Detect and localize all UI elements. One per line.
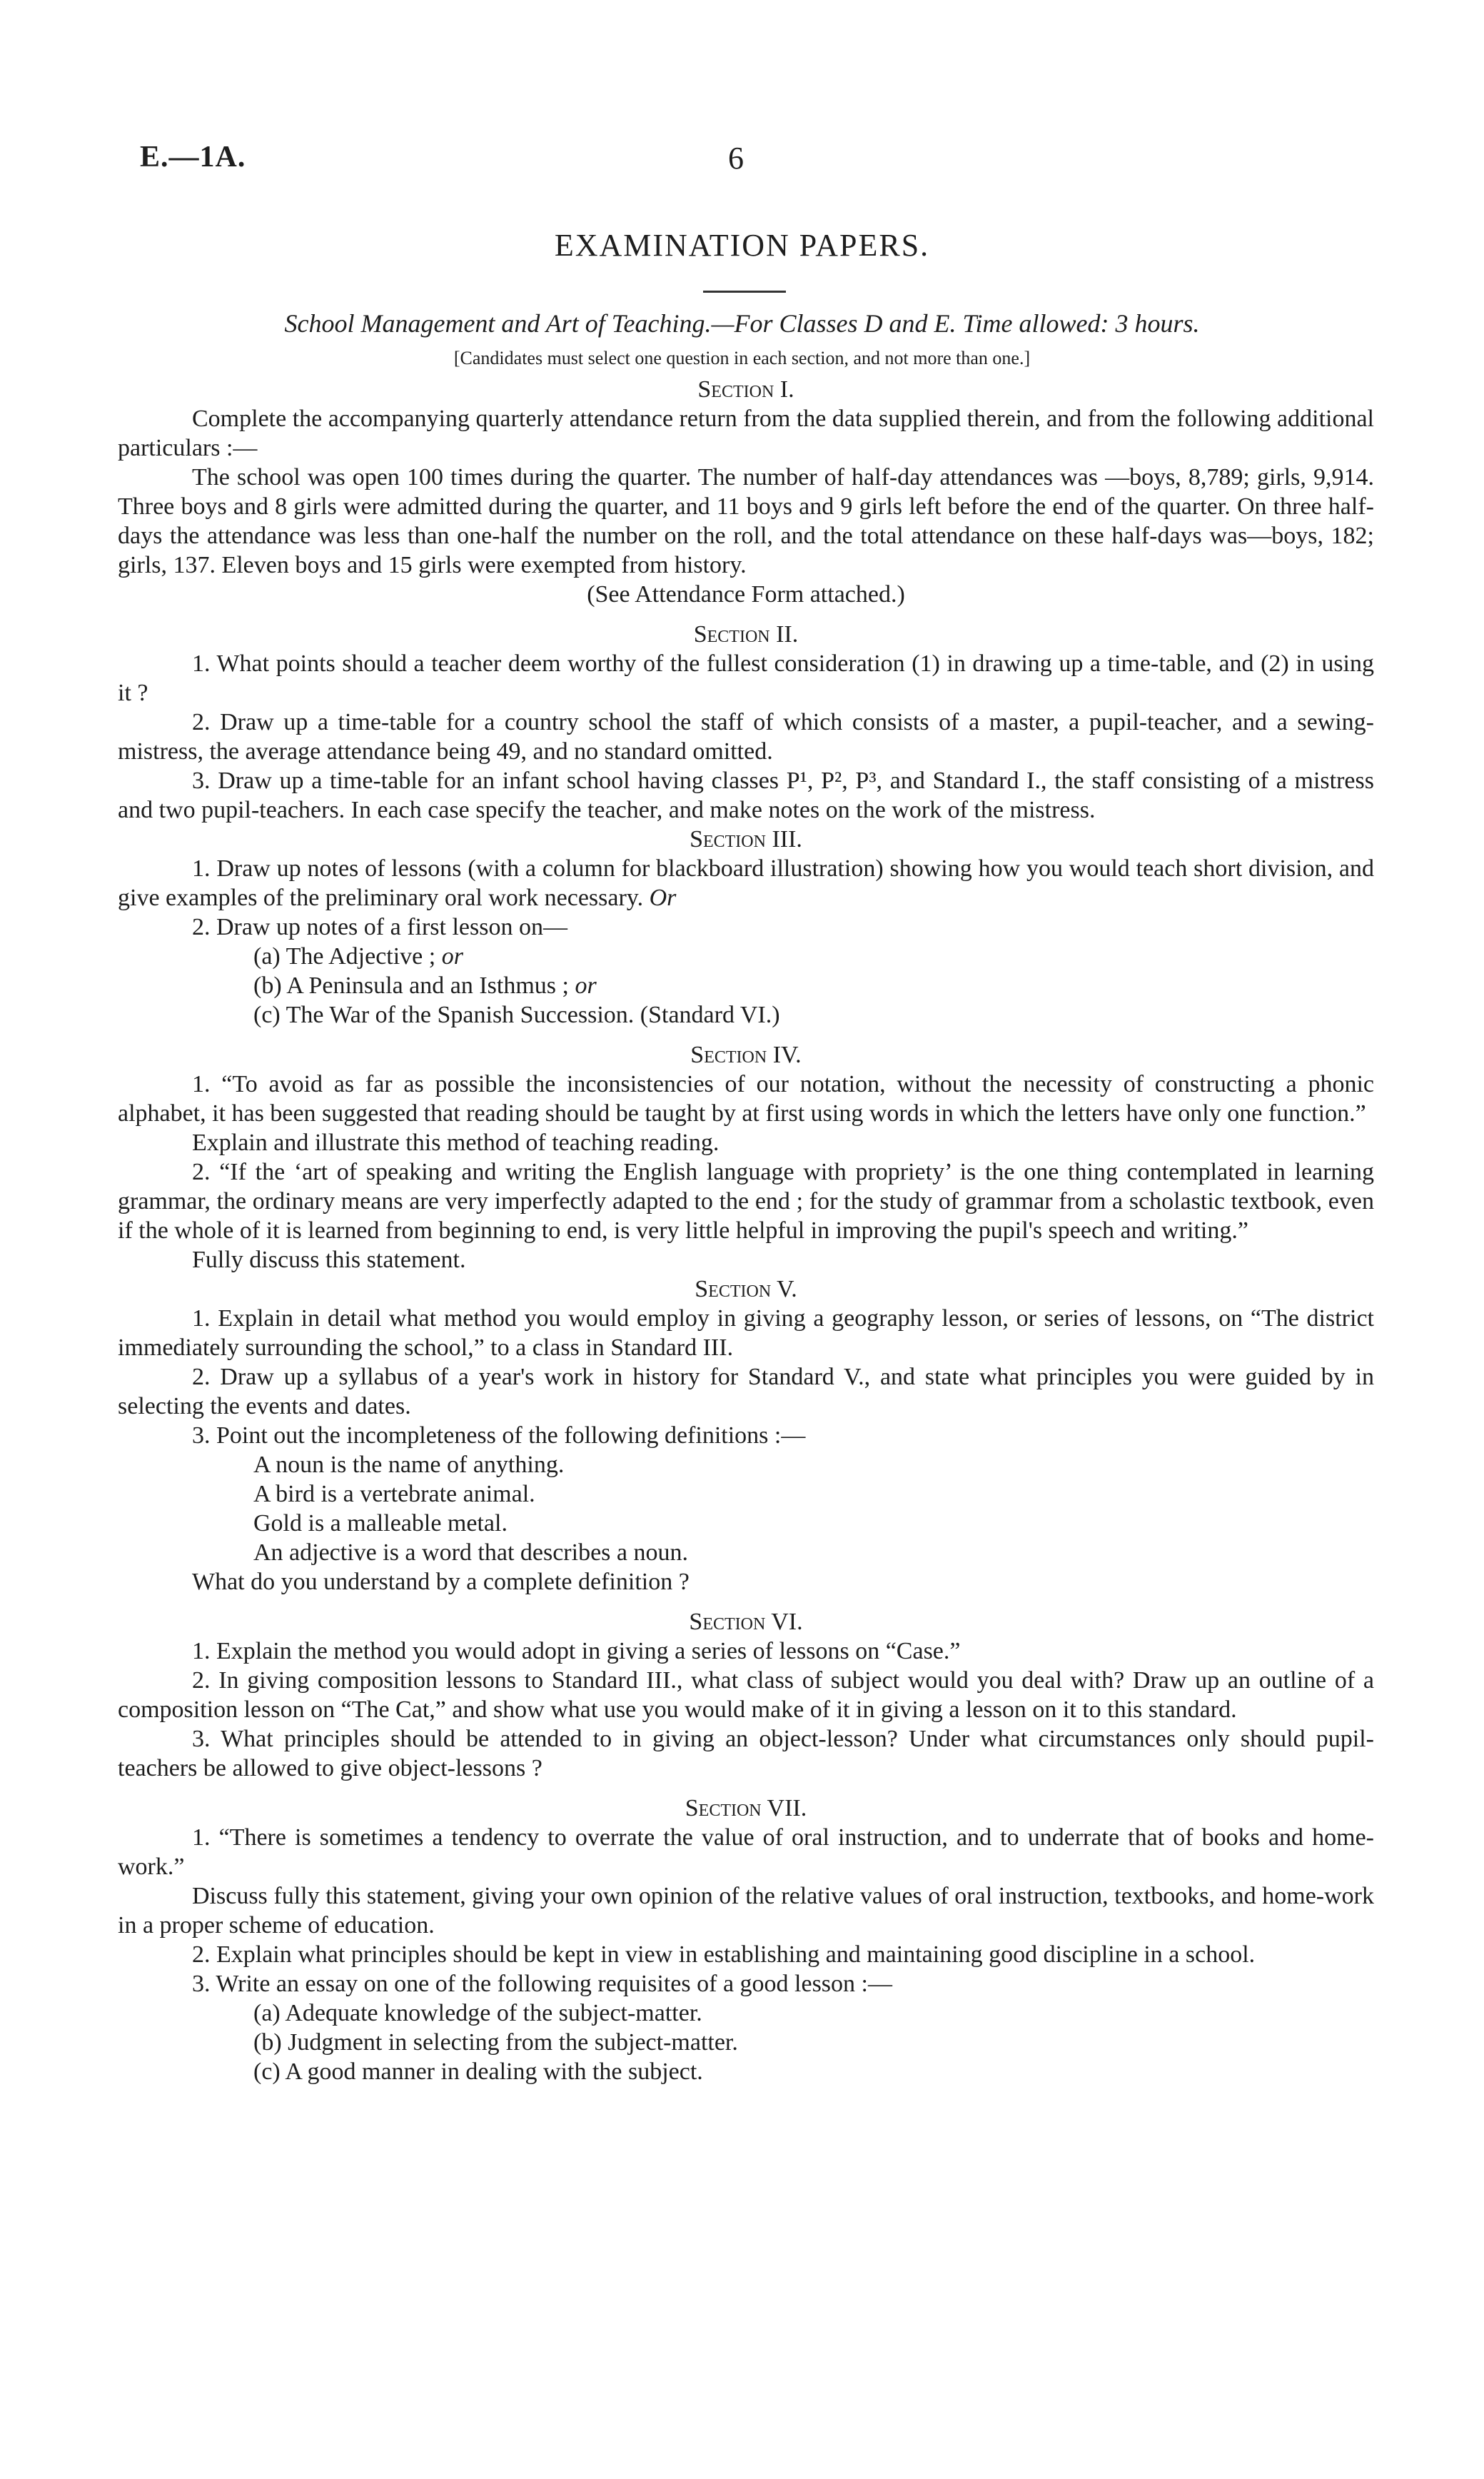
or-label: Or (649, 885, 677, 911)
candidate-instruction: [Candidates must select one question in each section, and not more than one.] (453, 348, 1031, 368)
list-item: (c) A good manner in dealing with the subject. (253, 2058, 703, 2085)
document-reference: E.—1A. (140, 141, 246, 174)
list-item: (c) The War of the Spanish Succession. (Standard VI.) (253, 1002, 780, 1028)
paper-subtitle: School Management and Art of Teaching.—For Classes D and E. Time allowed: 3 hours. (284, 309, 1200, 338)
section-heading: Section V. (695, 1276, 797, 1302)
question: 2. In giving composition lessons to Standard III., what class of subject would you deal with? Draw up an outline of a composition lesson on “The Cat,” and show what use you would make of it in giving a lesson on it to this standard. (118, 1667, 1374, 1723)
paragraph: (See Attendance Form attached.) (587, 581, 905, 608)
definition: Gold is a malleable metal. (253, 1510, 508, 1537)
question (118, 854, 1374, 912)
definition: A bird is a vertebrate animal. (253, 1481, 535, 1507)
list-item (118, 971, 1374, 1000)
page-number: 6 (728, 141, 744, 176)
paragraph: The school was open 100 times during the quarter. The number of half-day attendances was —boys, 8,789; girls, 9,914. Three boys and 8 girls were admitted during the quarter, and 11 boys and 9 girls left before the end of the quarter. On three half-days the attendance was less than one-half the number on the roll, and the total attendance on these half-days was—boys, 182; girls, 137. Eleven boys and 15 girls were exempted from history. (118, 464, 1374, 578)
paper-body (118, 375, 1374, 2086)
list-item (118, 942, 1374, 971)
title-rule (703, 291, 786, 293)
question-text: 1. Draw up notes of lessons (with a column for blackboard illustration) showing how you would teach short division, and give examples of the preliminary oral work necessary. (118, 855, 1374, 911)
section-heading: Section VI. (689, 1609, 803, 1635)
section-heading: Section IV. (690, 1042, 802, 1068)
question: 1. “There is sometimes a tendency to overrate the value of oral instruction, and to underrate that of books and home-work.” (118, 1824, 1374, 1880)
question: 3. Draw up a time-table for an infant school having classes P¹, P², P³, and Standard I., the staff consisting of a mistress and two pupil-teachers. In each case specify the teacher, and make notes on the work of the mistress. (118, 768, 1374, 823)
question-followup: Explain and illustrate this method of teaching reading. (192, 1130, 720, 1156)
section-heading: Section II. (693, 621, 799, 648)
section-heading: Section III. (690, 826, 802, 853)
list-item-text: (a) The Adjective ; (253, 943, 436, 970)
question-followup: Discuss fully this statement, giving your own opinion of the relative values of oral instruction, textbooks, and home-work in a proper scheme of education. (118, 1883, 1374, 1939)
question: 3. Point out the incompleteness of the following definitions :— (192, 1422, 806, 1449)
question: 2. “If the ‘art of speaking and writing the English language with propriety’ is the one thing contemplated in learning grammar, the ordinary means are very imperfectly adapted to the end ; for the study of grammar from a scholastic textbook, even if the whole of it is learned from beginning to end, is very little helpful in improving the pupil's speech and writing.” (118, 1159, 1374, 1244)
list-item: (b) Judgment in selecting from the subject-matter. (253, 2029, 738, 2056)
question: 1. “To avoid as far as possible the inconsistencies of our notation, without the necessity of constructing a phonic alphabet, it has been suggested that reading should be taught by at first using words in which the letters have only one function.” (118, 1071, 1374, 1127)
or-label: or (575, 972, 597, 999)
section-heading: Section VII. (685, 1795, 807, 1821)
question: 3. What principles should be attended to in giving an object-lesson? Under what circumstances only should pupil-teachers be allowed to give object-lessons ? (118, 1726, 1374, 1781)
question-followup: Fully discuss this statement. (192, 1247, 466, 1273)
question: 1. Explain the method you would adopt in giving a series of lessons on “Case.” (192, 1638, 961, 1664)
question-followup: What do you understand by a complete definition ? (192, 1569, 690, 1595)
definition: An adjective is a word that describes a noun. (253, 1539, 688, 1566)
question: 2. Draw up notes of a first lesson on— (192, 914, 567, 940)
or-label: or (441, 943, 463, 970)
page-title: EXAMINATION PAPERS. (554, 228, 930, 263)
question: 2. Explain what principles should be kept in view in establishing and maintaining good discipline in a school. (192, 1941, 1256, 1968)
list-item-text: (b) A Peninsula and an Isthmus ; (253, 972, 569, 999)
question: 2. Draw up a time-table for a country school the staff of which consists of a master, a pupil-teacher, and a sewing-mistress, the average attendance being 49, and no standard omitted. (118, 709, 1374, 765)
question: 1. Explain in detail what method you would employ in giving a geography lesson, or series of lessons, on “The district immediately surrounding the school,” to a class in Standard III. (118, 1305, 1374, 1361)
section-heading: Section I. (697, 376, 794, 403)
question: 3. Write an essay on one of the following requisites of a good lesson :— (192, 1971, 892, 1997)
question: 1. What points should a teacher deem worthy of the fullest consideration (1) in drawing up a time-table, and (2) in using it ? (118, 650, 1374, 706)
list-item: (a) Adequate knowledge of the subject-matter. (253, 2000, 702, 2026)
paragraph: Complete the accompanying quarterly attendance return from the data supplied therein, and from the following additional particulars :— (118, 406, 1375, 461)
definition: A noun is the name of anything. (253, 1452, 565, 1478)
question: 2. Draw up a syllabus of a year's work in history for Standard V., and state what principles you were guided by in selecting the events and dates. (118, 1364, 1374, 1419)
